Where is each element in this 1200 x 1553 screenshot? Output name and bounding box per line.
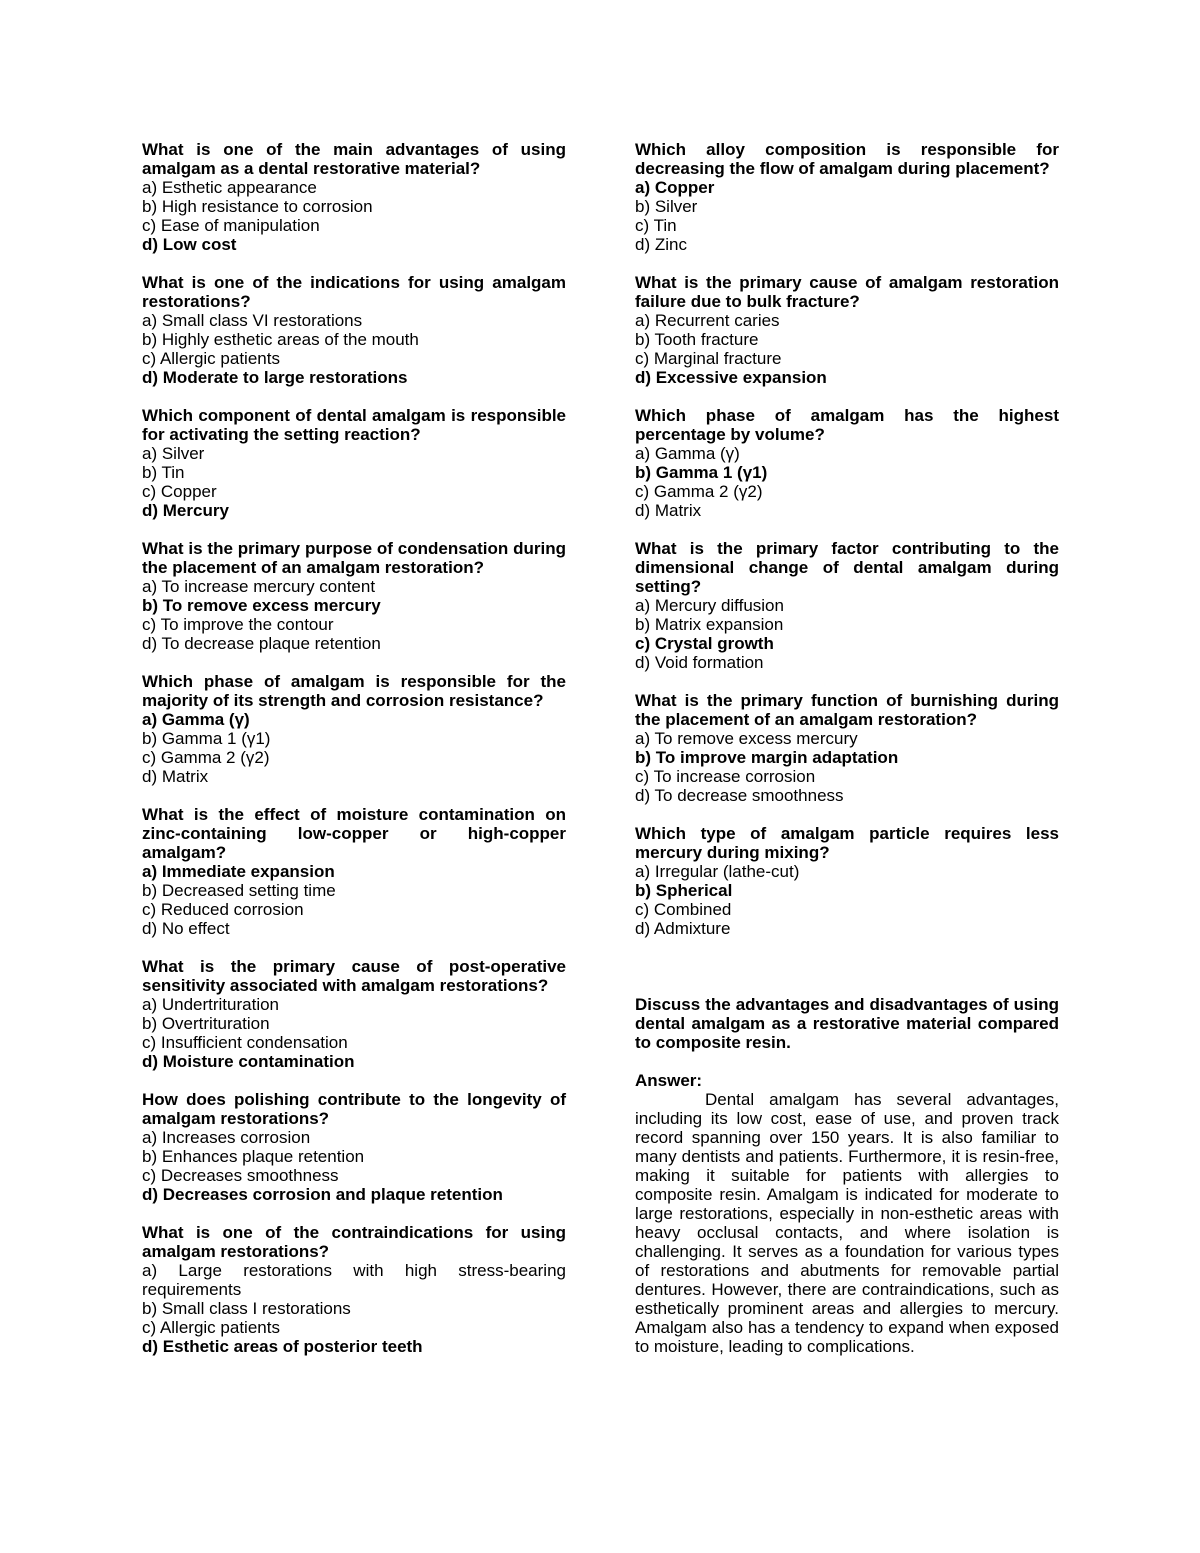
question-text: Which phase of amalgam is responsible for the majority of its strength and corrosion resistance? [142,672,566,710]
option-d: d) To decrease plaque retention [142,634,381,653]
option-c: c) Gamma 2 (γ2) [635,482,763,501]
option-a: a) Large restorations with high stress-bearing requirements [142,1261,566,1299]
option-d: d) To decrease smoothness [635,786,844,805]
option-b: b) Highly esthetic areas of the mouth [142,330,419,349]
option-a: a) Mercury diffusion [635,596,784,615]
option-b: b) Tooth fracture [635,330,759,349]
option-a: a) Silver [142,444,205,463]
option-d: d) Void formation [635,653,764,672]
option-b: b) Silver [635,197,698,216]
option-b: b) Tin [142,463,185,482]
question-text: Which alloy composition is responsible for decreasing the flow of amalgam during placement? [635,140,1059,178]
option-d: d) Admixture [635,919,731,938]
right-column [635,140,1059,1356]
question-block [635,140,1059,254]
essay-block [635,995,1059,1356]
question-text: What is one of the indications for using amalgam restorations? [142,273,566,311]
question-block [142,140,566,254]
question-block [142,672,566,786]
question-text: How does polishing contribute to the longevity of amalgam restorations? [142,1090,566,1128]
question-block [635,406,1059,520]
option-d: d) Matrix [142,767,209,786]
question-text: Which type of amalgam particle requires less mercury during mixing? [635,824,1059,862]
question-text: What is one of the contraindications for using amalgam restorations? [142,1223,566,1261]
option-b: b) Small class I restorations [142,1299,351,1318]
option-c: c) Allergic patients [142,349,280,368]
question-block [142,539,566,653]
option-a: a) Undertrituration [142,995,280,1014]
question-text: What is the primary factor contributing to the dimensional change of dental amalgam during setting? [635,539,1059,596]
option-d-correct: d) Excessive expansion [635,368,827,387]
option-b: b) Gamma 1 (γ1) [142,729,271,748]
option-b-correct: b) To improve margin adaptation [635,748,899,767]
option-c: c) Marginal fracture [635,349,782,368]
option-d: d) No effect [142,919,230,938]
question-text: What is the primary purpose of condensation during the placement of an amalgam restoration? [142,539,566,577]
option-a: a) Increases corrosion [142,1128,311,1147]
option-d-correct: d) Moderate to large restorations [142,368,408,387]
option-d: d) Zinc [635,235,687,254]
option-d-correct: d) Moisture contamination [142,1052,355,1071]
option-a: a) Gamma (γ) [635,444,740,463]
answer-label: Answer: [635,1071,703,1090]
option-c: c) Reduced corrosion [142,900,304,919]
question-block [142,957,566,1071]
question-block [142,273,566,387]
option-c: c) To improve the contour [142,615,334,634]
option-c-correct: c) Crystal growth [635,634,774,653]
question-text: What is the primary cause of amalgam restoration failure due to bulk fracture? [635,273,1059,311]
question-text: Which phase of amalgam has the highest percentage by volume? [635,406,1059,444]
option-b: b) High resistance to corrosion [142,197,373,216]
option-a: a) To increase mercury content [142,577,376,596]
option-d-correct: d) Decreases corrosion and plaque retention [142,1185,503,1204]
option-a-correct: a) Gamma (γ) [142,710,250,729]
option-a: a) Recurrent caries [635,311,780,330]
question-block [635,691,1059,805]
option-a-correct: a) Immediate expansion [142,862,335,881]
option-b-correct: b) To remove excess mercury [142,596,381,615]
option-c: c) Tin [635,216,677,235]
question-text: What is the primary function of burnishing during the placement of an amalgam restoration? [635,691,1059,729]
option-c: c) Insufficient condensation [142,1033,348,1052]
option-d: d) Matrix [635,501,702,520]
option-b-correct: b) Spherical [635,881,733,900]
option-d-correct: d) Low cost [142,235,237,254]
option-a: a) To remove excess mercury [635,729,858,748]
question-block [635,273,1059,387]
option-a: a) Irregular (lathe-cut) [635,862,800,881]
essay-question: Discuss the advantages and disadvantages of using dental amalgam as a restorative material compared to composite resin. [635,995,1059,1052]
question-block [142,1223,566,1356]
question-text: What is one of the main advantages of using amalgam as a dental restorative material? [142,140,566,178]
option-b: b) Overtrituration [142,1014,270,1033]
option-c: c) Copper [142,482,217,501]
question-block [142,406,566,520]
option-d-correct: d) Esthetic areas of posterior teeth [142,1337,423,1356]
option-c: c) Allergic patients [142,1318,280,1337]
answer-text: Dental amalgam has several advantages, including its low cost, ease of use, and proven track record spanning over 150 years. It is also familiar to many dentists and patients. Furthermore, it is resin-free, making it suitable for patients with allergies to composite resin. Amalgam is indicated for moderate to large restorations, especially in non-esthetic areas with heavy occlusal contacts, and where isolation is challenging. It serves as a foundation for various types of restorations and abutments for removable partial dentures. However, there are contraindications, such as esthetically prominent areas and allergies to mercury. Amalgam also has a tendency to expand when exposed to moisture, leading to complications. [635,1090,1059,1356]
option-b: b) Matrix expansion [635,615,784,634]
question-block [142,1090,566,1204]
option-a: a) Esthetic appearance [142,178,317,197]
option-b-correct: b) Gamma 1 (γ1) [635,463,768,482]
question-block [142,805,566,938]
option-d-correct: d) Mercury [142,501,229,520]
option-b: b) Decreased setting time [142,881,336,900]
question-text: What is the effect of moisture contamination on zinc-containing low-copper or high-copper amalgam? [142,805,566,862]
option-b: b) Enhances plaque retention [142,1147,365,1166]
option-a: a) Small class VI restorations [142,311,363,330]
option-a-correct: a) Copper [635,178,715,197]
left-column [142,140,566,1375]
option-c: c) Combined [635,900,732,919]
question-block [635,539,1059,672]
question-text: What is the primary cause of post-operative sensitivity associated with amalgam restorations? [142,957,566,995]
option-c: c) Gamma 2 (γ2) [142,748,270,767]
question-block [635,824,1059,938]
option-c: c) To increase corrosion [635,767,816,786]
option-c: c) Decreases smoothness [142,1166,339,1185]
question-text: Which component of dental amalgam is responsible for activating the setting reaction? [142,406,566,444]
option-c: c) Ease of manipulation [142,216,320,235]
